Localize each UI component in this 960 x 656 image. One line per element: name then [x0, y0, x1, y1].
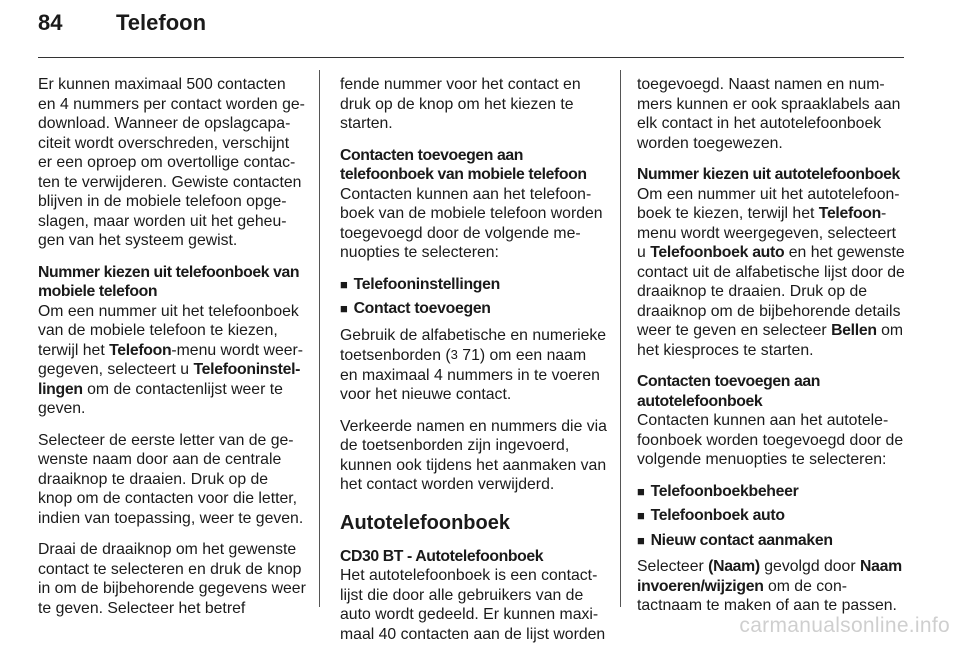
- section-heading: Contacten toevoegen aan autotelefoonboek: [637, 373, 821, 410]
- menu-option-list: [637, 482, 905, 551]
- bullet-icon: ■: [637, 508, 645, 523]
- list-item: ■ Telefooninstellingen: [340, 275, 500, 293]
- bullet-icon: ■: [637, 532, 645, 548]
- section-heading: Nummer kiezen uit autotelefoonboek: [637, 166, 900, 183]
- paragraph: Er kunnen maximaal 500 contacten en 4 nummers per contact worden gedownload. Wanneer de opslagcapaciteit wordt overschreden, verschijnt er een oproep om overtollige contacten te verwijderen. Gewiste contacten blijven in de mobiele telefoon opgeslagen, maar worden uit het geheugen van het systeem gewist.: [38, 76, 305, 249]
- bullet-icon: ■: [637, 483, 645, 499]
- paragraph: Selecteer (Naam) gevolgd door Naam invoeren/wijzigen om de contactnaam te maken of aan te passen.: [637, 558, 902, 614]
- list-item: ■ Telefoonboek auto: [637, 507, 785, 524]
- column-3: [637, 75, 905, 616]
- list-item: ■ Telefoonboekbeheer: [637, 482, 799, 500]
- list-item: ■ Contact toevoegen: [340, 300, 491, 317]
- list-item: ■ Nieuw contact aanmaken: [637, 531, 833, 549]
- paragraph: toegevoegd. Naast namen en nummers kunnen er ook spraaklabels aan elk contact in het autotelefoonboek worden toegewezen.: [637, 76, 901, 152]
- paragraph: Om een nummer uit het telefoonboek van de mobiele telefoon te kiezen, terwijl het Telefoon-menu wordt weergegeven, selecteert u Telefooninstellingen om de contactenlijst weer te geven.: [38, 302, 304, 417]
- paragraph: Om een nummer uit het autotelefoonboek te kiezen, terwijl het Telefoon-menu wordt weergegeven, selecteert u Telefoonboek auto en het gewenste contact uit de alfabetische lijst door de draaiknop te draaien. Druk op de draaiknop om de bijbehorende details weer te geven en selecteer Bellen om het kiesproces te starten.: [637, 185, 905, 359]
- chapter-heading: Autotelefoonboek: [340, 511, 510, 534]
- page-title: Telefoon: [116, 10, 207, 35]
- column-divider-2: [620, 70, 621, 607]
- paragraph: Gebruik de alfabetische en numerieke toetsenborden (3 71) om een naam en maximaal 4 nummers in te voeren voor het nieuwe contact.: [340, 326, 607, 403]
- paragraph: Contacten kunnen aan het autotelefoonboek worden toegevoegd door de volgende menuopties te selecteren:: [637, 412, 904, 468]
- paragraph: Verkeerde namen en nummers die via de toetsenborden zijn ingevoerd, kunnen ook tijdens het aanmaken van het contact worden verwijderd.: [340, 417, 607, 493]
- header-divider: [38, 57, 904, 58]
- section-heading: Nummer kiezen uit telefoonboek van mobiele telefoon: [38, 263, 300, 300]
- column-1: [38, 75, 306, 630]
- bullet-icon: ■: [340, 301, 348, 316]
- page-reference-arrow-icon: 3: [450, 347, 458, 362]
- bullet-icon: ■: [340, 276, 348, 292]
- watermark: carmanualsonline.info: [739, 614, 950, 637]
- menu-option-list: [340, 275, 608, 319]
- page-reference[interactable]: 71: [462, 347, 480, 364]
- paragraph: Selecteer de eerste letter van de gewenste naam door aan de centrale draaiknop te draaien. Druk op de knop om de contacten voor die letter, indien van toepassing, weer te geven.: [38, 431, 304, 527]
- section-heading: Contacten toevoegen aan telefoonboek van mobiele telefoon: [340, 146, 587, 183]
- section-heading: CD30 BT - Autotelefoonboek: [340, 547, 544, 565]
- column-divider-1: [319, 70, 320, 607]
- page-number: 84: [38, 10, 63, 35]
- paragraph: Draai de draaiknop om het gewenste contact te selecteren en druk de knop in om de bijbehorende gegevens weer te geven. Selecteer het betref: [38, 541, 306, 617]
- paragraph: Het autotelefoonboek is een contactlijst die door alle gebruikers van de auto wordt gedeeld. Er kunnen maximaal 40 contacten aan de lijst worden: [340, 567, 606, 643]
- paragraph: fende nummer voor het contact en druk op de knop om het kiezen te starten.: [340, 76, 581, 132]
- column-2: [340, 75, 608, 656]
- paragraph: Contacten kunnen aan het telefoonboek van de mobiele telefoon worden toegevoegd door de volgende menuopties te selecteren:: [340, 185, 603, 261]
